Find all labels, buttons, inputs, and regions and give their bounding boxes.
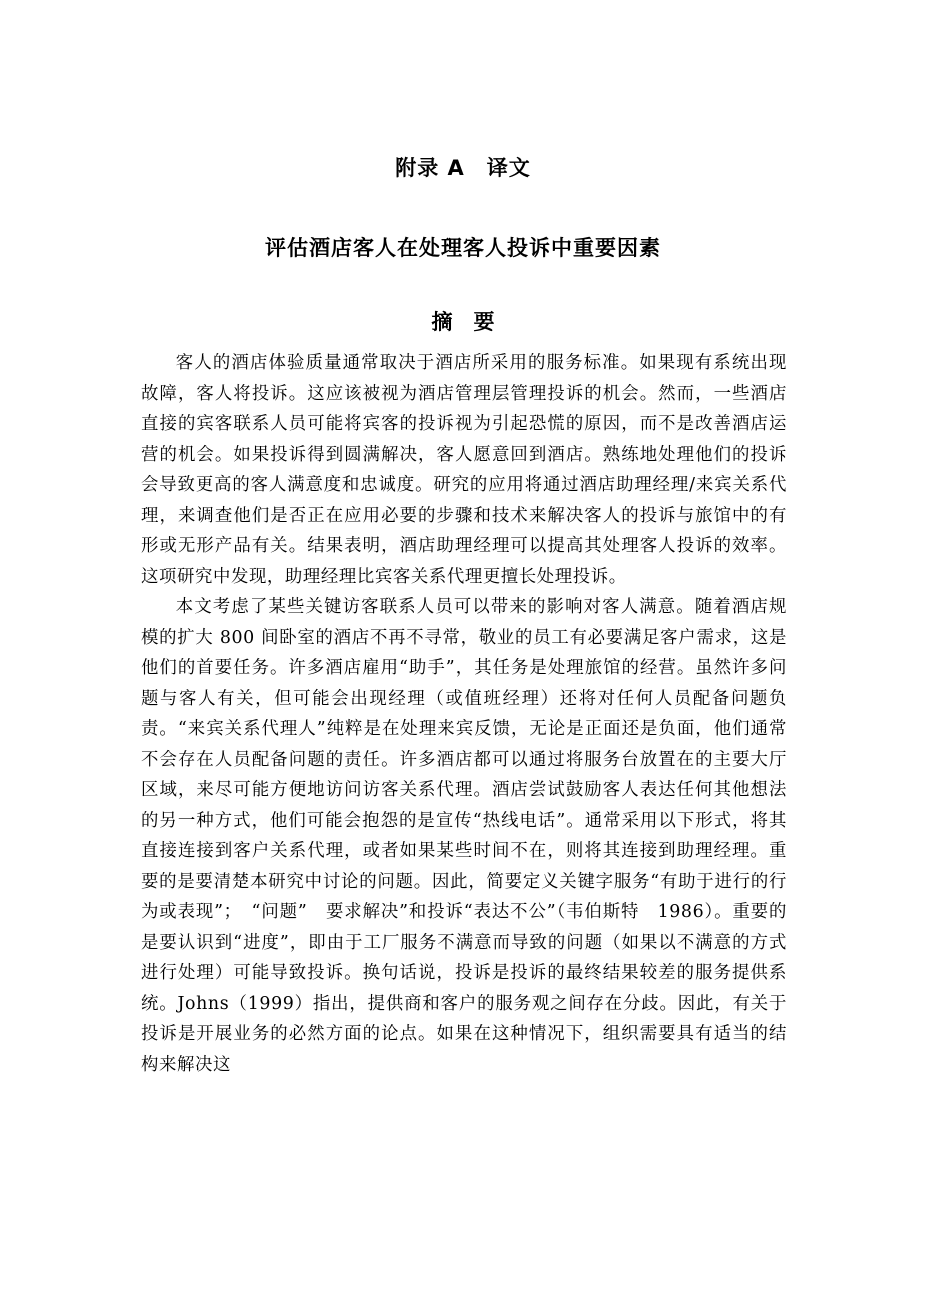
article-title: 评估酒店客人在处理客人投诉中重要因素 bbox=[265, 236, 661, 260]
paragraph-1: 客人的酒店体验质量通常取决于酒店所采用的服务标准。如果现有系统出现故障，客人将投诉。这应该被视为酒店管理层管理投诉的机会。然而，一些酒店直接的宾客联系人员可能将宾客的投诉视为引起恐慌的原因，而不是改善酒店运营的机会。如果投诉得到圆满解决，客人愿意回到酒店。熟练地处理他们的投诉会导致更高的客人满意度和忠诚度。研究的应用将通过酒店助理经理/来宾关系代理，来调查他们是否正在应用必要的步骤和技术来解决客人的投诉与旅馆中的有形或无形产品有关。结果表明，酒店助理经理可以提高其处理客人投诉的效率。这项研究中发现，助理经理比宾客关系代理更擅长处理投诉。 bbox=[141, 353, 787, 587]
appendix-title: 附录 A 译文 bbox=[395, 156, 531, 180]
body-text bbox=[141, 348, 787, 1080]
abstract-heading: 摘 要 bbox=[431, 310, 495, 334]
paragraph-2: 本文考虑了某些关键访客联系人员可以带来的影响对客人满意。随着酒店规模的扩大 800 间卧室的酒店不再不寻常，敬业的员工有必要满足客户需求，这是他们的首要任务。许多酒店雇用“助手”，其任务是处理旅馆的经营。虽然许多问题与客人有关，但可能会出现经理（或值班经理）还将对任何人员配备问题负责。“来宾关系代理人”纯粹是在处理来宾反馈，无论是正面还是负面，他们通常不会存在人员配备问题的责任。许多酒店都可以通过将服务台放置在的主要大厅区域，来尽可能方便地访问访客关系代理。酒店尝试鼓励客人表达任何其他想法的另一种方式，他们可能会抱怨的是宣传“热线电话”。通常采用以下形式，将其直接连接到客户关系代理，或者如果某些时间不在，则将其连接到助理经理。重要的是要清楚本研究中讨论的问题。因此，简要定义关键字服务“有助于进行的行为或表现”； “问题” 要求解决”和投诉“表达不公”（韦伯斯特 1986）。重要的是要认识到“进度”，即由于工厂服务不满意而导致的问题（如果以不满意的方式进行处理）可能导致投诉。换句话说，投诉是投诉的最终结果较差的服务提供系统。Johns（1999）指出，提供商和客户的服务观之间存在分歧。因此，有关于投诉是开展业务的必然方面的论点。如果在这种情况下，组织需要具有适当的结构来解决这 bbox=[141, 597, 787, 1075]
